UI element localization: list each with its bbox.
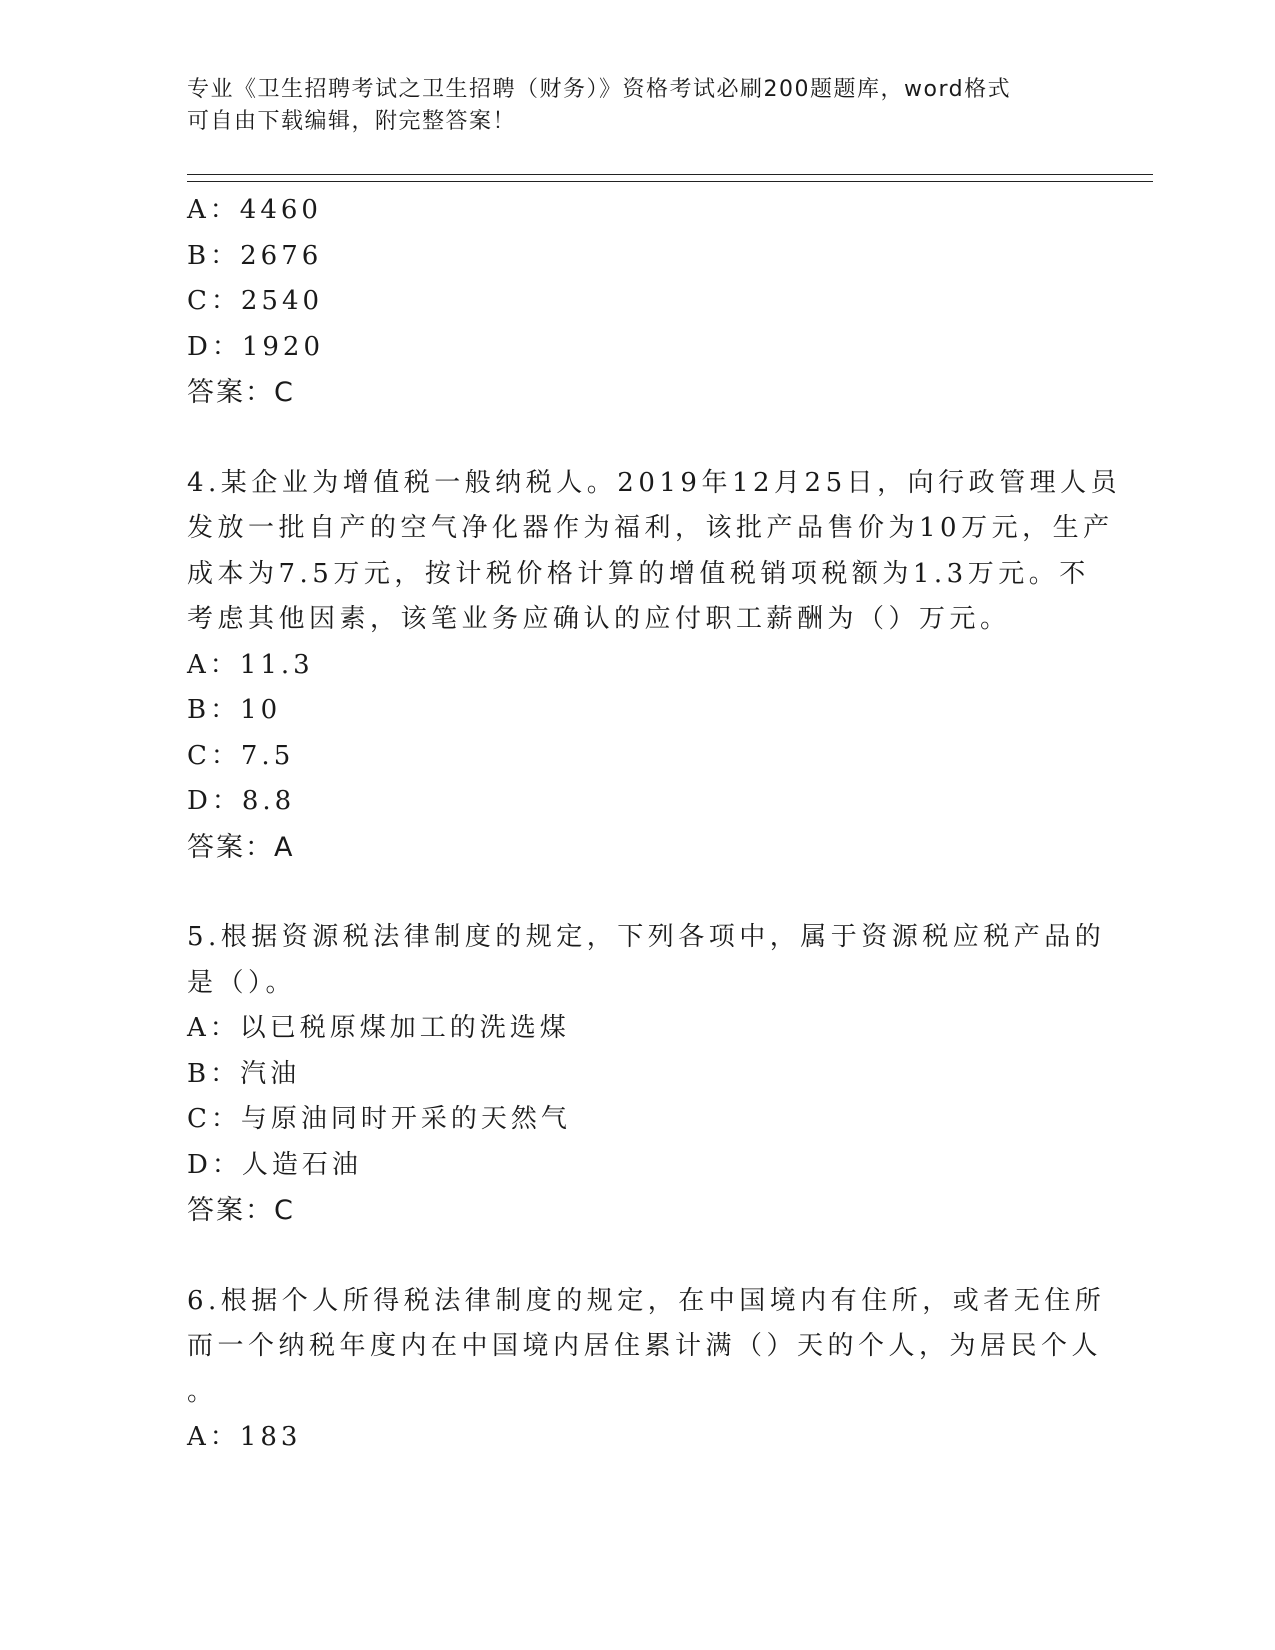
option-a: A：183 xyxy=(187,1422,302,1452)
option-b: B：汽油 xyxy=(187,1058,301,1089)
header-divider-bottom xyxy=(187,181,1153,182)
question-block-3 xyxy=(187,188,1067,416)
question-line: 是（）。 xyxy=(187,967,297,998)
question-list xyxy=(187,188,1122,1461)
page-header xyxy=(187,74,1067,138)
answer-line: 答案：A xyxy=(187,831,295,863)
question-line: 4.某企业为增值税一般纳税人。2019年12月25日，向行政管理人员 xyxy=(187,467,1122,498)
question-line: 考虑其他因素，该笔业务应确认的应付职工薪酬为（）万元。 xyxy=(187,604,1011,634)
option-b: B：2676 xyxy=(187,240,323,271)
question-line: 。 xyxy=(187,1376,218,1407)
header-title-line-2: 可自由下载编辑，附完整答案！ xyxy=(187,109,517,134)
option-d: D：8.8 xyxy=(187,786,296,816)
option-d: D：人造石油 xyxy=(187,1149,362,1180)
question-block-5 xyxy=(187,915,1106,1234)
option-a: A：11.3 xyxy=(187,649,314,680)
question-line: 5.根据资源税法律制度的规定，下列各项中，属于资源税应税产品的 xyxy=(187,922,1106,952)
question-text xyxy=(187,1279,1106,1416)
question-block-4 xyxy=(187,461,1122,871)
question-line: 发放一批自产的空气净化器作为福利，该批产品售价为10万元，生产 xyxy=(187,513,1114,543)
header-title-line-1: 专业《卫生招聘考试之卫生招聘（财务）》资格考试必刷200题题库，word格式 xyxy=(187,77,1012,102)
option-a: A：4460 xyxy=(187,195,322,225)
option-a: A：以已税原煤加工的洗选煤 xyxy=(187,1013,570,1043)
answer-line: 答案：C xyxy=(187,377,295,408)
header-divider-top xyxy=(187,174,1153,175)
option-b: B：10 xyxy=(187,695,282,725)
question-line: 6.根据个人所得税法律制度的规定，在中国境内有住所，或者无住所 xyxy=(187,1285,1106,1316)
question-block-6 xyxy=(187,1279,1106,1461)
option-d: D：1920 xyxy=(187,331,325,362)
option-c: C：7.5 xyxy=(187,740,295,771)
question-text xyxy=(187,915,1106,1006)
option-c: C：与原油同时开采的天然气 xyxy=(187,1104,571,1134)
question-line: 而一个纳税年度内在中国境内居住累计满（）天的个人，为居民个人 xyxy=(187,1331,1103,1361)
answer-line: 答案：C xyxy=(187,1195,295,1226)
option-c: C：2540 xyxy=(187,286,324,316)
question-line: 成本为7.5万元，按计税价格计算的增值税销项税额为1.3万元。不 xyxy=(187,558,1090,589)
question-text xyxy=(187,461,1122,643)
